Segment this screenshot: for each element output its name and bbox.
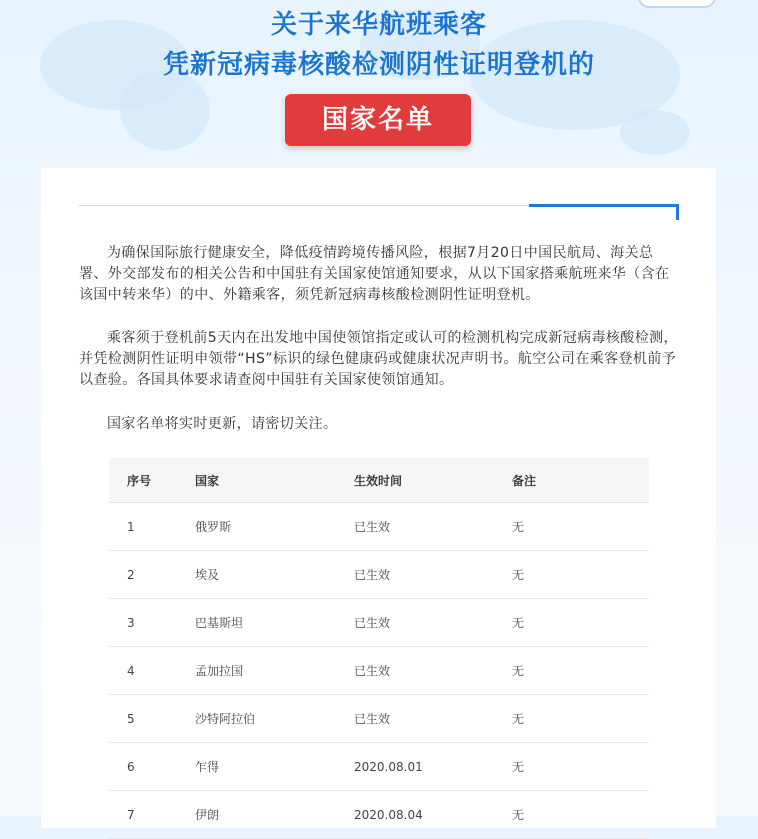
table-row xyxy=(109,791,649,839)
cell-country: 巴基斯坦 xyxy=(194,599,353,647)
table-row xyxy=(109,695,649,743)
table-body xyxy=(109,503,649,839)
cell-effective-date: 已生效 xyxy=(353,551,511,599)
cell-remarks: 无 xyxy=(511,551,649,599)
cell-country: 孟加拉国 xyxy=(194,647,353,695)
cell-effective-date: 2020.08.04 xyxy=(353,791,511,839)
table-header-row xyxy=(109,458,649,503)
cell-index: 4 xyxy=(109,647,194,695)
cell-remarks: 无 xyxy=(511,599,649,647)
intro-paragraph-3: 国家名单将实时更新，请密切关注。 xyxy=(107,416,338,432)
cell-index: 1 xyxy=(109,503,194,551)
cell-index: 2 xyxy=(109,551,194,599)
page-title-line2: 凭新冠病毒核酸检测阴性证明登机的 xyxy=(162,50,595,80)
cell-effective-date: 已生效 xyxy=(353,647,511,695)
cell-effective-date: 2020.08.01 xyxy=(353,743,511,791)
cell-remarks: 无 xyxy=(511,503,649,551)
table-header xyxy=(109,458,649,503)
cell-country: 俄罗斯 xyxy=(194,503,353,551)
content-card xyxy=(41,168,716,828)
cell-effective-date: 已生效 xyxy=(353,503,511,551)
cell-effective-date: 已生效 xyxy=(353,599,511,647)
intro-paragraph-2: 乘客须于登机前5天内在出发地中国使领馆指定或认可的检测机构完成新冠病毒核酸检测，并凭检测阴性证明申领带“HS”标识的绿色健康码或健康状况声明书。航空公司在乘客登机前予以查验。各国具体要求请查阅中国驻有关国家使领馆通知。 xyxy=(79,330,678,388)
cell-index: 7 xyxy=(109,791,194,839)
cell-country: 埃及 xyxy=(194,551,353,599)
cell-effective-date: 已生效 xyxy=(353,695,511,743)
intro-paragraph-1: 为确保国际旅行健康安全，降低疫情跨境传播风险，根据7月20日中国民航局、海关总署、外交部发布的相关公告和中国驻有关国家使馆通知要求，从以下国家搭乘航班来华（含在该国中转来华）的中、外籍乘客，须凭新冠病毒核酸检测阴性证明登机。 xyxy=(79,245,670,303)
table-row xyxy=(109,599,649,647)
map-shape xyxy=(620,110,690,155)
accent-tick xyxy=(676,204,679,220)
cell-country: 乍得 xyxy=(194,743,353,791)
header-effective-date: 生效时间 xyxy=(353,458,511,503)
accent-line xyxy=(529,204,679,207)
table-row xyxy=(109,551,649,599)
cell-country: 沙特阿拉伯 xyxy=(194,695,353,743)
header-remarks: 备注 xyxy=(511,458,649,503)
country-list-badge: 国家名单 xyxy=(285,94,471,146)
cell-index: 5 xyxy=(109,695,194,743)
header-country: 国家 xyxy=(194,458,353,503)
table-row xyxy=(109,503,649,551)
cell-index: 6 xyxy=(109,743,194,791)
cell-remarks: 无 xyxy=(511,647,649,695)
cell-remarks: 无 xyxy=(511,791,649,839)
header-index: 序号 xyxy=(109,458,194,503)
cell-index: 3 xyxy=(109,599,194,647)
cell-country: 伊朗 xyxy=(194,791,353,839)
hero-banner xyxy=(0,0,758,170)
map-shape xyxy=(120,70,210,150)
cell-remarks: 无 xyxy=(511,743,649,791)
divider-line xyxy=(79,205,531,206)
table-row xyxy=(109,647,649,695)
country-table xyxy=(109,458,649,839)
page-title-line1: 关于来华航班乘客 xyxy=(270,10,487,40)
cell-remarks: 无 xyxy=(511,695,649,743)
table-row xyxy=(109,743,649,791)
